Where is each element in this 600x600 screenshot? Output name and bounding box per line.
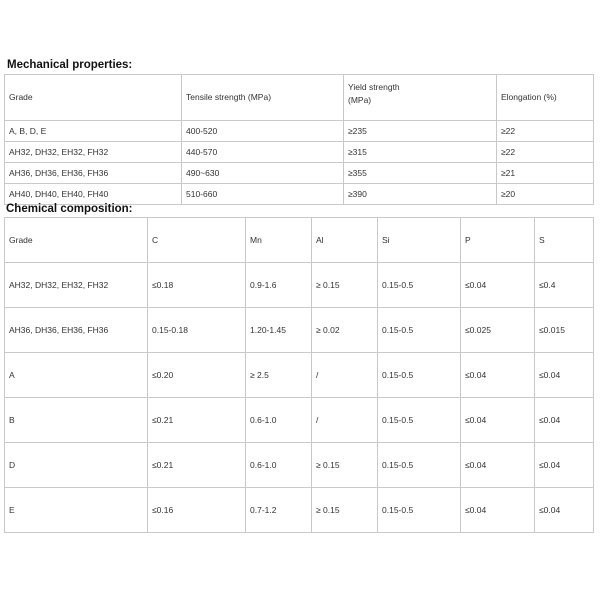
header-yield-strength <box>344 75 497 121</box>
cell-mn: 0.9-1.6 <box>246 263 312 308</box>
cell-p: ≤0.04 <box>461 263 535 308</box>
table-row <box>5 142 594 163</box>
cell-al: ≥ 0.15 <box>312 443 378 488</box>
cell-tensile: 400-520 <box>182 121 344 142</box>
cell-al: ≥ 0.15 <box>312 488 378 533</box>
cell-elongation: ≥21 <box>497 163 594 184</box>
cell-elongation: ≥22 <box>497 142 594 163</box>
cell-mn: 0.7-1.2 <box>246 488 312 533</box>
cell-s: ≤0.04 <box>535 488 594 533</box>
cell-si: 0.15-0.5 <box>378 488 461 533</box>
cell-mn: ≥ 2.5 <box>246 353 312 398</box>
cell-si: 0.15-0.5 <box>378 353 461 398</box>
cell-c: ≤0.18 <box>148 263 246 308</box>
cell-grade: B <box>5 398 148 443</box>
cell-grade: AH36, DH36, EH36, FH36 <box>5 163 182 184</box>
table-header-row <box>5 75 594 121</box>
cell-mn: 0.6-1.0 <box>246 443 312 488</box>
cell-grade: AH32, DH32, EH32, FH32 <box>5 263 148 308</box>
cell-p: ≤0.025 <box>461 308 535 353</box>
cell-grade: AH40, DH40, EH40, FH40 <box>5 184 182 205</box>
cell-si: 0.15-0.5 <box>378 398 461 443</box>
header-c: C <box>148 218 246 263</box>
header-s: S <box>535 218 594 263</box>
header-yield-line1: Yield strength <box>348 82 400 92</box>
cell-s: ≤0.04 <box>535 353 594 398</box>
cell-yield: ≥355 <box>344 163 497 184</box>
table-row <box>5 163 594 184</box>
cell-grade: AH32, DH32, EH32, FH32 <box>5 142 182 163</box>
cell-tensile: 440-570 <box>182 142 344 163</box>
header-grade: Grade <box>5 218 148 263</box>
cell-si: 0.15-0.5 <box>378 443 461 488</box>
cell-c: ≤0.16 <box>148 488 246 533</box>
mechanical-properties-title: Mechanical properties: <box>7 59 133 71</box>
table-row <box>5 263 594 308</box>
header-p: P <box>461 218 535 263</box>
cell-c: ≤0.20 <box>148 353 246 398</box>
table-header-row <box>5 218 594 263</box>
cell-grade: A <box>5 353 148 398</box>
cell-tensile: 510-660 <box>182 184 344 205</box>
chemical-composition-title: Chemical composition: <box>6 203 133 215</box>
cell-al: / <box>312 353 378 398</box>
cell-al: ≥ 0.02 <box>312 308 378 353</box>
cell-si: 0.15-0.5 <box>378 308 461 353</box>
header-elongation: Elongation (%) <box>497 75 594 121</box>
cell-yield: ≥390 <box>344 184 497 205</box>
cell-si: 0.15-0.5 <box>378 263 461 308</box>
mechanical-properties-table <box>4 74 594 205</box>
cell-elongation: ≥20 <box>497 184 594 205</box>
cell-s: ≤0.04 <box>535 398 594 443</box>
cell-p: ≤0.04 <box>461 443 535 488</box>
header-mn: Mn <box>246 218 312 263</box>
cell-p: ≤0.04 <box>461 398 535 443</box>
cell-grade: D <box>5 443 148 488</box>
cell-s: ≤0.015 <box>535 308 594 353</box>
cell-elongation: ≥22 <box>497 121 594 142</box>
cell-grade: A, B, D, E <box>5 121 182 142</box>
cell-al: ≥ 0.15 <box>312 263 378 308</box>
cell-p: ≤0.04 <box>461 488 535 533</box>
cell-mn: 0.6-1.0 <box>246 398 312 443</box>
table-row <box>5 398 594 443</box>
cell-al: / <box>312 398 378 443</box>
table-row <box>5 353 594 398</box>
table-row <box>5 121 594 142</box>
cell-c: ≤0.21 <box>148 443 246 488</box>
header-si: Si <box>378 218 461 263</box>
table-row <box>5 488 594 533</box>
cell-yield: ≥235 <box>344 121 497 142</box>
table-row <box>5 443 594 488</box>
header-yield-line2: (MPa) <box>348 95 372 105</box>
cell-tensile: 490~630 <box>182 163 344 184</box>
chemical-composition-table <box>4 217 594 533</box>
table-row <box>5 308 594 353</box>
cell-s: ≤0.4 <box>535 263 594 308</box>
cell-yield: ≥315 <box>344 142 497 163</box>
cell-grade: AH36, DH36, EH36, FH36 <box>5 308 148 353</box>
header-grade: Grade <box>5 75 182 121</box>
cell-c: 0.15-0.18 <box>148 308 246 353</box>
cell-c: ≤0.21 <box>148 398 246 443</box>
cell-p: ≤0.04 <box>461 353 535 398</box>
header-tensile-strength: Tensile strength (MPa) <box>182 75 344 121</box>
table-row <box>5 184 594 205</box>
cell-s: ≤0.04 <box>535 443 594 488</box>
cell-grade: E <box>5 488 148 533</box>
header-al: Al <box>312 218 378 263</box>
cell-mn: 1.20-1.45 <box>246 308 312 353</box>
